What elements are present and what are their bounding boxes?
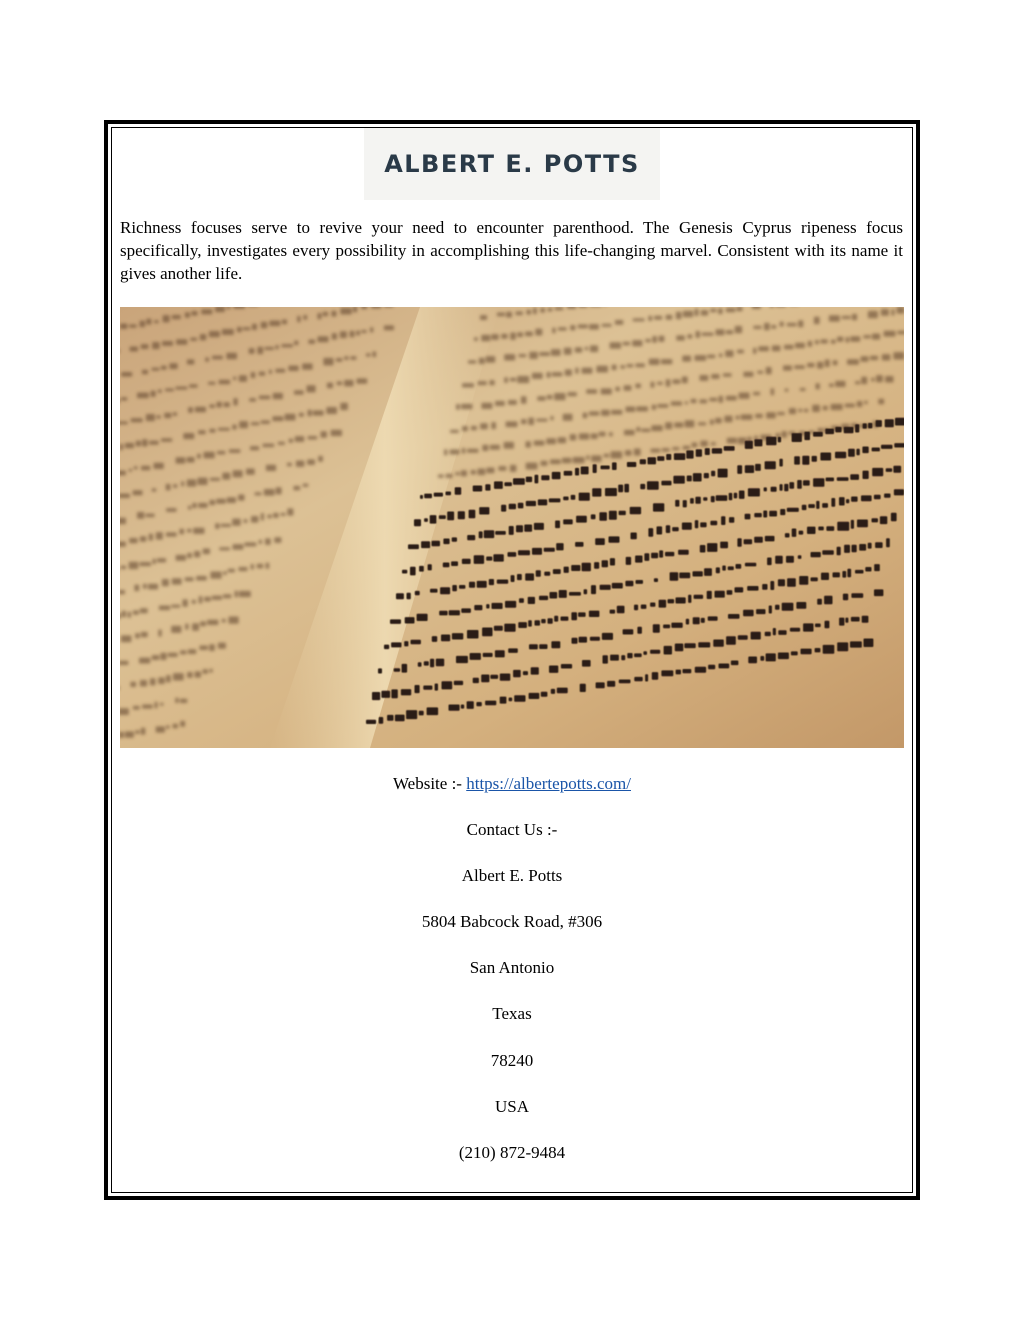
intro-paragraph: Richness focuses serve to revive your need to encounter parenthood. The Genesis Cyprus ripeness focus specifically, investigates every possibility in accomplishing this life-changing marvel. Consistent with its name it gives another life. [120,218,903,283]
hebrew-scroll-photo [120,307,904,748]
contact-state: Texas [492,1004,532,1023]
logo-text: ALBERT E. POTTS [384,150,640,178]
website-link[interactable]: https://albertepotts.com/ [466,774,631,793]
website-line [120,773,904,795]
contact-phone: (210) 872-9484 [458,1143,566,1162]
contact-country: USA [494,1097,529,1116]
contact-heading: Contact Us :- [466,820,558,839]
website-label: Website :- [392,774,467,793]
contact-zip: 78240 [490,1051,534,1070]
contact-name: Albert E. Potts [461,866,563,885]
contact-city: San Antonio [469,958,555,977]
contact-street: 5804 Babcock Road, #306 [421,912,603,931]
logo [364,128,660,200]
